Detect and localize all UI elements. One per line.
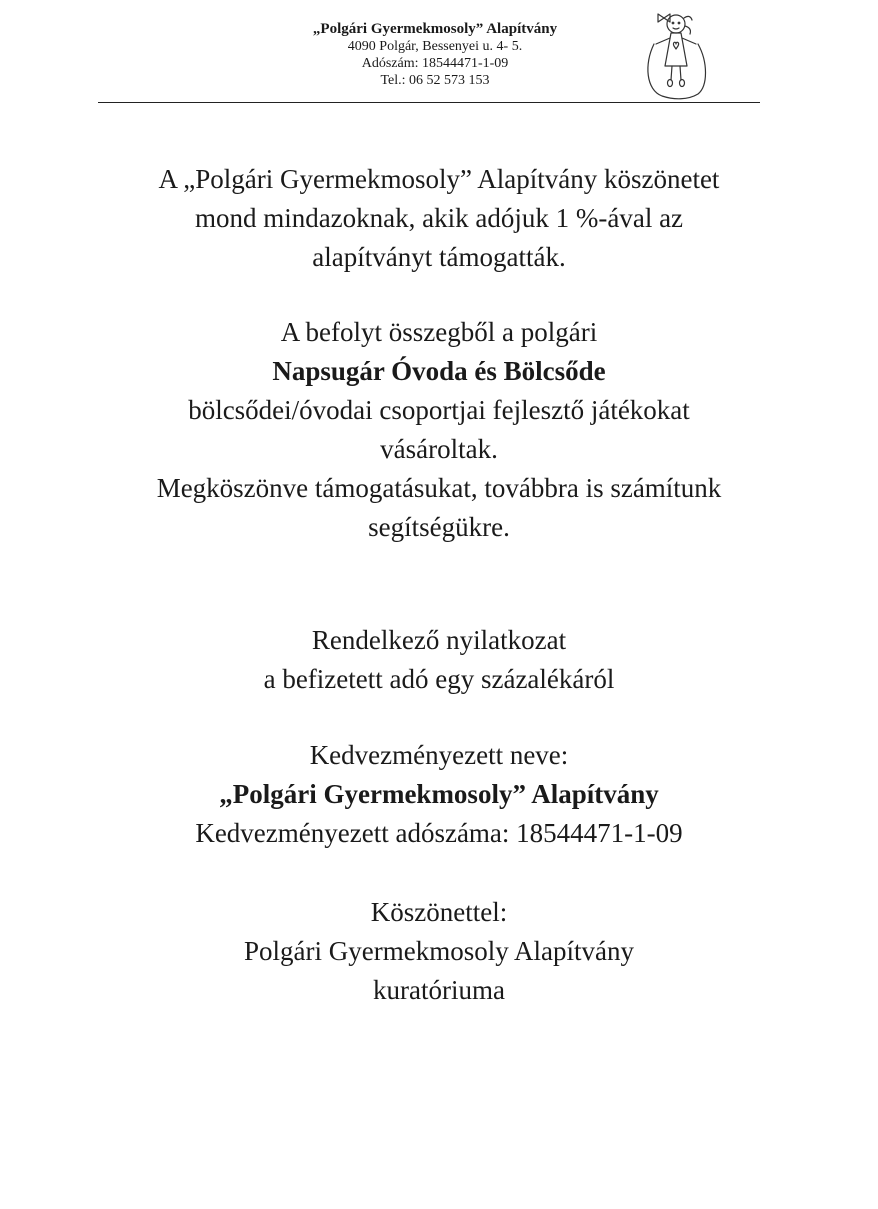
beneficiary-name: „Polgári Gyermekmosoly” Alapítvány <box>219 779 659 809</box>
beneficiary-section <box>0 736 878 853</box>
thanks-paragraph <box>0 160 878 277</box>
closing-greeting: Köszönettel: <box>370 897 508 927</box>
declaration-subtitle: a befizetett adó egy százalékáról <box>263 664 615 694</box>
usage-line: segítségükre. <box>368 512 510 542</box>
usage-line: Megköszönve támogatásukat, továbbra is számítunk <box>156 473 722 503</box>
usage-line: vásároltak. <box>380 434 498 464</box>
kindergarten-name: Napsugár Óvoda és Bölcsőde <box>272 356 606 386</box>
closing-section <box>0 893 878 1010</box>
beneficiary-tax-number: Kedvezményezett adószáma: 18544471-1-09 <box>195 818 683 848</box>
declaration-heading <box>0 621 878 699</box>
closing-board: kuratóriuma <box>373 975 505 1005</box>
header-divider <box>98 102 760 103</box>
letterhead <box>280 20 590 89</box>
beneficiary-label: Kedvezményezett neve: <box>309 740 569 770</box>
letterhead-org-name: „Polgári Gyermekmosoly” Alapítvány <box>312 21 558 37</box>
declaration-title: Rendelkező nyilatkozat <box>311 625 567 655</box>
closing-signer: Polgári Gyermekmosoly Alapítvány <box>244 936 634 966</box>
letterhead-address: 4090 Polgár, Bessenyei u. 4- 5. <box>347 39 523 54</box>
usage-paragraph <box>0 313 878 547</box>
letterhead-phone: Tel.: 06 52 573 153 <box>380 73 490 88</box>
thanks-line: A „Polgári Gyermekmosoly” Alapítvány köszönetet <box>158 164 720 194</box>
thanks-line: mond mindazoknak, akik adójuk 1 %-ával az <box>194 203 684 233</box>
usage-line: bölcsődei/óvodai csoportjai fejlesztő játékokat <box>188 395 690 425</box>
letterhead-tax-number: Adószám: 18544471-1-09 <box>361 56 509 71</box>
usage-line: A befolyt összegből a polgári <box>280 317 598 347</box>
thanks-line: alapítványt támogatták. <box>312 242 566 272</box>
jumping-rope-girl-logo <box>640 4 710 100</box>
